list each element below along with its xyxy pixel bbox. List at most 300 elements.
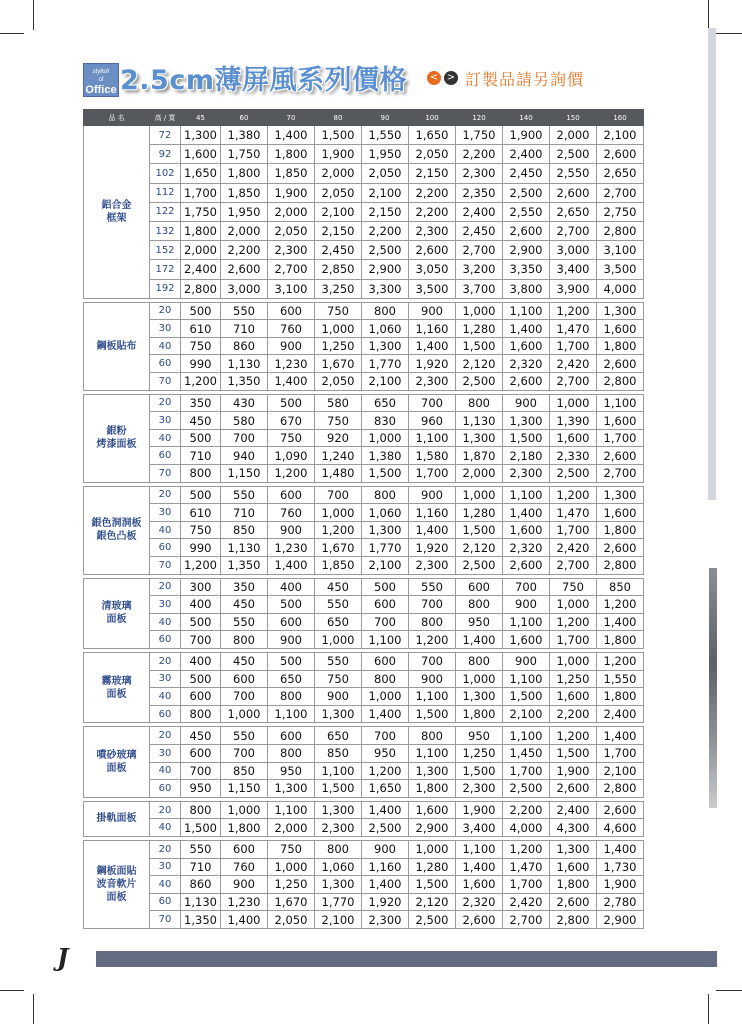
price-cell: 1,000: [550, 652, 597, 670]
price-cell: 1,100: [503, 302, 550, 320]
price-cell: 700: [221, 744, 268, 762]
price-cell: 990: [181, 355, 221, 373]
height-cell: 92: [150, 145, 181, 164]
price-cell: 2,050: [362, 164, 409, 183]
price-cell: 710: [181, 447, 221, 465]
price-cell: 2,600: [550, 183, 597, 202]
price-cell: 700: [315, 486, 362, 504]
price-cell: 2,400: [456, 202, 503, 221]
price-cell: 1,160: [362, 858, 409, 876]
price-cell: 1,200: [597, 652, 644, 670]
height-cell: 70: [150, 465, 181, 483]
price-cell: 2,600: [503, 557, 550, 575]
price-cell: 2,000: [181, 241, 221, 260]
price-cell: 1,400: [268, 126, 315, 145]
price-cell: 710: [221, 504, 268, 522]
crop-mark: [33, 994, 34, 1024]
price-cell: 650: [315, 727, 362, 745]
category-label: 面板: [106, 688, 127, 700]
price-cell: 2,300: [268, 241, 315, 260]
table-row: [84, 876, 644, 894]
price-cell: 2,150: [362, 202, 409, 221]
price-cell: 2,150: [315, 221, 362, 240]
price-cell: 830: [362, 412, 409, 430]
crop-mark: [716, 990, 742, 991]
price-cell: 1,200: [181, 557, 221, 575]
price-cell: 1,600: [409, 801, 456, 819]
price-cell: 1,500: [315, 780, 362, 798]
price-cell: 1,600: [503, 631, 550, 649]
price-cell: 2,330: [550, 447, 597, 465]
table-row: [84, 202, 644, 221]
price-cell: 800: [456, 596, 503, 614]
price-cell: 1,900: [503, 126, 550, 145]
price-cell: 800: [409, 613, 456, 631]
price-cell: 2,420: [503, 893, 550, 911]
price-cell: 750: [315, 412, 362, 430]
crop-mark: [708, 994, 709, 1024]
height-cell: 60: [150, 447, 181, 465]
price-cell: 2,450: [503, 164, 550, 183]
price-cell: 650: [362, 394, 409, 412]
header-item: 品 名: [84, 110, 150, 126]
price-cell: 2,320: [503, 539, 550, 557]
category-label: 銀色凸板: [96, 531, 137, 543]
table-row: [84, 241, 644, 260]
category-label: 面板: [106, 614, 127, 626]
price-cell: 2,400: [550, 801, 597, 819]
price-cell: 1,300: [597, 486, 644, 504]
price-cell: 1,650: [181, 164, 221, 183]
price-cell: 1,500: [456, 762, 503, 780]
price-cell: 500: [268, 394, 315, 412]
price-cell: 3,050: [409, 260, 456, 279]
price-cell: 800: [315, 840, 362, 858]
price-cell: 750: [268, 840, 315, 858]
price-cell: 2,780: [597, 893, 644, 911]
price-cell: 700: [362, 727, 409, 745]
table-row: [84, 465, 644, 483]
price-cell: 1,000: [221, 801, 268, 819]
price-cell: 2,100: [315, 911, 362, 929]
price-cell: 450: [221, 652, 268, 670]
price-cell: 1,000: [268, 858, 315, 876]
height-cell: 20: [150, 652, 181, 670]
price-cell: 400: [181, 596, 221, 614]
header-width: 160: [597, 110, 644, 126]
category-label: 波音軟片: [96, 878, 137, 890]
price-cell: 2,600: [550, 780, 597, 798]
price-cell: 300: [181, 578, 221, 596]
price-cell: 2,300: [456, 164, 503, 183]
table-row: [84, 688, 644, 706]
price-cell: 950: [181, 780, 221, 798]
price-cell: 1,550: [597, 670, 644, 688]
price-cell: 1,160: [409, 504, 456, 522]
price-cell: 1,280: [456, 504, 503, 522]
price-cell: 2,800: [181, 279, 221, 298]
height-cell: 102: [150, 164, 181, 183]
price-cell: 700: [409, 394, 456, 412]
price-cell: 2,700: [550, 373, 597, 391]
price-cell: 1,900: [268, 183, 315, 202]
price-cell: 1,100: [503, 727, 550, 745]
price-cell: 1,500: [456, 521, 503, 539]
price-cell: 1,470: [503, 858, 550, 876]
price-cell: 670: [268, 412, 315, 430]
category-label: 噴砂玻璃: [96, 750, 137, 762]
price-cell: 1,800: [597, 631, 644, 649]
price-cell: 550: [181, 840, 221, 858]
next-arrow-icon: >: [444, 71, 458, 85]
price-cell: 1,920: [362, 893, 409, 911]
price-cell: 1,800: [456, 705, 503, 723]
price-cell: 2,200: [362, 221, 409, 240]
table-row: [84, 539, 644, 557]
price-cell: 1,130: [181, 893, 221, 911]
price-cell: 2,450: [315, 241, 362, 260]
price-cell: 2,600: [221, 260, 268, 279]
price-cell: 950: [362, 744, 409, 762]
price-cell: 1,400: [268, 373, 315, 391]
price-cell: 400: [181, 652, 221, 670]
crop-mark: [33, 0, 34, 30]
price-cell: 4,000: [597, 279, 644, 298]
price-cell: 3,400: [550, 260, 597, 279]
category-label: 烤漆面板: [96, 439, 137, 451]
price-cell: 750: [181, 521, 221, 539]
price-cell: 1,130: [221, 355, 268, 373]
price-cell: 2,420: [550, 539, 597, 557]
price-cell: 1,200: [597, 596, 644, 614]
price-cell: 700: [221, 688, 268, 706]
price-cell: 1,850: [315, 557, 362, 575]
price-cell: 2,400: [181, 260, 221, 279]
price-cell: 450: [221, 596, 268, 614]
price-cell: 750: [550, 578, 597, 596]
price-cell: 700: [362, 613, 409, 631]
price-cell: 1,600: [597, 504, 644, 522]
price-cell: 760: [268, 504, 315, 522]
price-cell: 2,700: [268, 260, 315, 279]
price-cell: 1,000: [456, 670, 503, 688]
price-cell: 2,600: [597, 355, 644, 373]
price-cell: 1,800: [597, 521, 644, 539]
price-cell: 760: [221, 858, 268, 876]
price-cell: 450: [181, 412, 221, 430]
height-cell: 122: [150, 202, 181, 221]
side-strip: [708, 28, 716, 500]
price-cell: 2,800: [597, 373, 644, 391]
category-label: 掛軌面板: [96, 813, 137, 825]
price-cell: 600: [221, 840, 268, 858]
price-cell: 550: [221, 613, 268, 631]
price-cell: 3,200: [456, 260, 503, 279]
price-cell: 550: [315, 652, 362, 670]
height-cell: 20: [150, 840, 181, 858]
price-cell: 450: [181, 727, 221, 745]
price-cell: 2,900: [503, 241, 550, 260]
price-cell: 900: [503, 394, 550, 412]
price-cell: 1,100: [409, 429, 456, 447]
height-cell: 20: [150, 727, 181, 745]
price-cell: 500: [268, 652, 315, 670]
category-label: 銀粉: [106, 426, 127, 438]
category-cell: [84, 727, 150, 797]
price-cell: 3,000: [221, 279, 268, 298]
price-cell: 1,350: [221, 373, 268, 391]
price-cell: 1,850: [268, 164, 315, 183]
price-cell: 2,600: [597, 145, 644, 164]
height-cell: 20: [150, 394, 181, 412]
price-cell: 1,770: [362, 355, 409, 373]
price-cell: 2,600: [409, 241, 456, 260]
price-cell: 1,100: [597, 394, 644, 412]
price-cell: 500: [181, 302, 221, 320]
price-cell: 1,600: [550, 688, 597, 706]
table-row: [84, 613, 644, 631]
price-cell: 1,100: [315, 762, 362, 780]
price-cell: 2,400: [503, 145, 550, 164]
price-cell: 500: [362, 578, 409, 596]
price-cell: 1,300: [315, 801, 362, 819]
table-row: [84, 521, 644, 539]
price-cell: 3,500: [597, 260, 644, 279]
price-cell: 1,400: [503, 320, 550, 338]
price-cell: 2,200: [221, 241, 268, 260]
price-cell: 350: [221, 578, 268, 596]
price-cell: 1,900: [550, 762, 597, 780]
header-width: 60: [221, 110, 268, 126]
price-cell: 1,750: [181, 202, 221, 221]
price-cell: 1,400: [362, 705, 409, 723]
table-row: [84, 486, 644, 504]
price-cell: 1,250: [315, 337, 362, 355]
price-cell: 2,050: [268, 221, 315, 240]
height-cell: 40: [150, 876, 181, 894]
price-cell: 1,100: [503, 670, 550, 688]
price-cell: 2,650: [597, 164, 644, 183]
price-cell: 2,850: [315, 260, 362, 279]
price-cell: 1,300: [181, 126, 221, 145]
table-row: [84, 596, 644, 614]
price-cell: 4,300: [550, 819, 597, 837]
table-row: [84, 337, 644, 355]
price-cell: 1,090: [268, 447, 315, 465]
price-cell: 2,600: [597, 801, 644, 819]
price-cell: 1,700: [181, 183, 221, 202]
category-label: 鋼板面貼: [96, 865, 137, 877]
height-cell: 72: [150, 126, 181, 145]
height-cell: 192: [150, 279, 181, 298]
price-cell: 2,600: [456, 911, 503, 929]
height-cell: 112: [150, 183, 181, 202]
price-cell: 1,700: [550, 521, 597, 539]
table-row: [84, 279, 644, 298]
table-header-row: [84, 110, 644, 126]
price-cell: 550: [221, 486, 268, 504]
price-cell: 2,300: [409, 373, 456, 391]
table-row: [84, 373, 644, 391]
price-cell: 940: [221, 447, 268, 465]
price-cell: 1,000: [362, 429, 409, 447]
price-cell: 800: [409, 727, 456, 745]
price-cell: 1,380: [221, 126, 268, 145]
price-cell: 1,400: [362, 876, 409, 894]
price-cell: 1,600: [503, 337, 550, 355]
price-cell: 1,100: [503, 486, 550, 504]
price-cell: 500: [181, 486, 221, 504]
price-cell: 900: [503, 652, 550, 670]
price-cell: 1,130: [456, 412, 503, 430]
price-cell: 800: [221, 631, 268, 649]
price-cell: 2,000: [268, 819, 315, 837]
price-cell: 900: [268, 521, 315, 539]
header-width: 70: [268, 110, 315, 126]
price-cell: 1,250: [456, 744, 503, 762]
height-cell: 70: [150, 911, 181, 929]
footer-letter: J: [57, 943, 69, 972]
prev-arrow-icon: <: [427, 71, 441, 85]
price-cell: 3,700: [456, 279, 503, 298]
price-cell: 1,900: [456, 801, 503, 819]
price-cell: 600: [456, 578, 503, 596]
price-cell: 900: [221, 876, 268, 894]
price-cell: 3,300: [362, 279, 409, 298]
price-cell: 580: [221, 412, 268, 430]
height-cell: 30: [150, 670, 181, 688]
height-cell: 60: [150, 893, 181, 911]
price-cell: 2,500: [503, 780, 550, 798]
price-cell: 1,230: [221, 893, 268, 911]
price-cell: 1,300: [456, 688, 503, 706]
price-cell: 2,650: [550, 202, 597, 221]
price-cell: 2,550: [550, 164, 597, 183]
price-cell: 1,000: [409, 840, 456, 858]
price-cell: 2,300: [503, 465, 550, 483]
price-cell: 1,000: [221, 705, 268, 723]
price-cell: 1,500: [362, 465, 409, 483]
price-cell: 1,300: [503, 412, 550, 430]
price-cell: 2,100: [315, 202, 362, 221]
price-cell: 1,160: [409, 320, 456, 338]
price-cell: 600: [221, 670, 268, 688]
height-cell: 30: [150, 412, 181, 430]
table-row: [84, 126, 644, 145]
price-cell: 1,000: [315, 631, 362, 649]
table-row: [84, 744, 644, 762]
price-cell: 1,700: [597, 429, 644, 447]
price-cell: 2,050: [268, 911, 315, 929]
price-cell: 2,320: [456, 893, 503, 911]
table-row: [84, 145, 644, 164]
price-cell: 800: [456, 394, 503, 412]
price-cell: 1,400: [456, 631, 503, 649]
custom-order-note: 訂製品請另詢價: [465, 70, 585, 89]
price-cell: 1,060: [362, 320, 409, 338]
price-cell: 1,250: [268, 876, 315, 894]
price-cell: 1,100: [362, 631, 409, 649]
price-cell: 2,000: [550, 126, 597, 145]
height-cell: 40: [150, 521, 181, 539]
price-cell: 750: [181, 337, 221, 355]
price-cell: 2,800: [597, 557, 644, 575]
category-cell: [84, 486, 150, 574]
table-row: [84, 670, 644, 688]
price-cell: 1,800: [597, 688, 644, 706]
price-cell: 2,700: [456, 241, 503, 260]
price-cell: 2,500: [503, 183, 550, 202]
price-cell: 700: [409, 652, 456, 670]
height-cell: 60: [150, 355, 181, 373]
price-cell: 1,300: [550, 840, 597, 858]
crop-mark: [0, 990, 24, 991]
table-row: [84, 727, 644, 745]
table-row: [84, 320, 644, 338]
price-cell: 860: [181, 876, 221, 894]
price-cell: 800: [362, 670, 409, 688]
price-cell: 1,600: [181, 145, 221, 164]
table-row: [84, 447, 644, 465]
price-cell: 450: [315, 578, 362, 596]
height-cell: 20: [150, 486, 181, 504]
price-cell: 2,800: [597, 780, 644, 798]
price-cell: 1,500: [181, 819, 221, 837]
price-cell: 2,050: [409, 145, 456, 164]
price-cell: 900: [503, 596, 550, 614]
height-cell: 152: [150, 241, 181, 260]
price-cell: 2,100: [597, 126, 644, 145]
price-cell: 800: [268, 744, 315, 762]
price-cell: 2,500: [550, 145, 597, 164]
category-label: 霧玻璃: [101, 675, 132, 687]
price-cell: 1,390: [550, 412, 597, 430]
price-cell: 700: [409, 596, 456, 614]
price-cell: 710: [221, 320, 268, 338]
height-cell: 30: [150, 596, 181, 614]
price-cell: 700: [181, 762, 221, 780]
price-cell: 500: [181, 613, 221, 631]
brand-logo: [83, 63, 119, 97]
price-cell: 2,050: [315, 373, 362, 391]
height-cell: 40: [150, 429, 181, 447]
height-cell: 40: [150, 688, 181, 706]
price-cell: 2,200: [409, 202, 456, 221]
price-cell: 1,800: [221, 164, 268, 183]
price-cell: 1,400: [597, 613, 644, 631]
price-cell: 3,100: [597, 241, 644, 260]
price-cell: 760: [268, 320, 315, 338]
table-row: [84, 631, 644, 649]
price-cell: 1,400: [409, 337, 456, 355]
height-cell: 60: [150, 780, 181, 798]
price-cell: 3,400: [456, 819, 503, 837]
price-cell: 3,900: [550, 279, 597, 298]
table-row: [84, 504, 644, 522]
price-cell: 1,750: [221, 145, 268, 164]
price-cell: 1,500: [550, 744, 597, 762]
price-cell: 2,500: [409, 911, 456, 929]
price-cell: 2,000: [456, 465, 503, 483]
price-cell: 2,500: [456, 557, 503, 575]
price-cell: 1,950: [221, 202, 268, 221]
price-cell: 2,600: [597, 447, 644, 465]
category-cell: [84, 578, 150, 648]
price-cell: 1,900: [597, 876, 644, 894]
price-cell: 1,000: [362, 688, 409, 706]
price-cell: 610: [181, 504, 221, 522]
price-cell: 2,500: [362, 241, 409, 260]
